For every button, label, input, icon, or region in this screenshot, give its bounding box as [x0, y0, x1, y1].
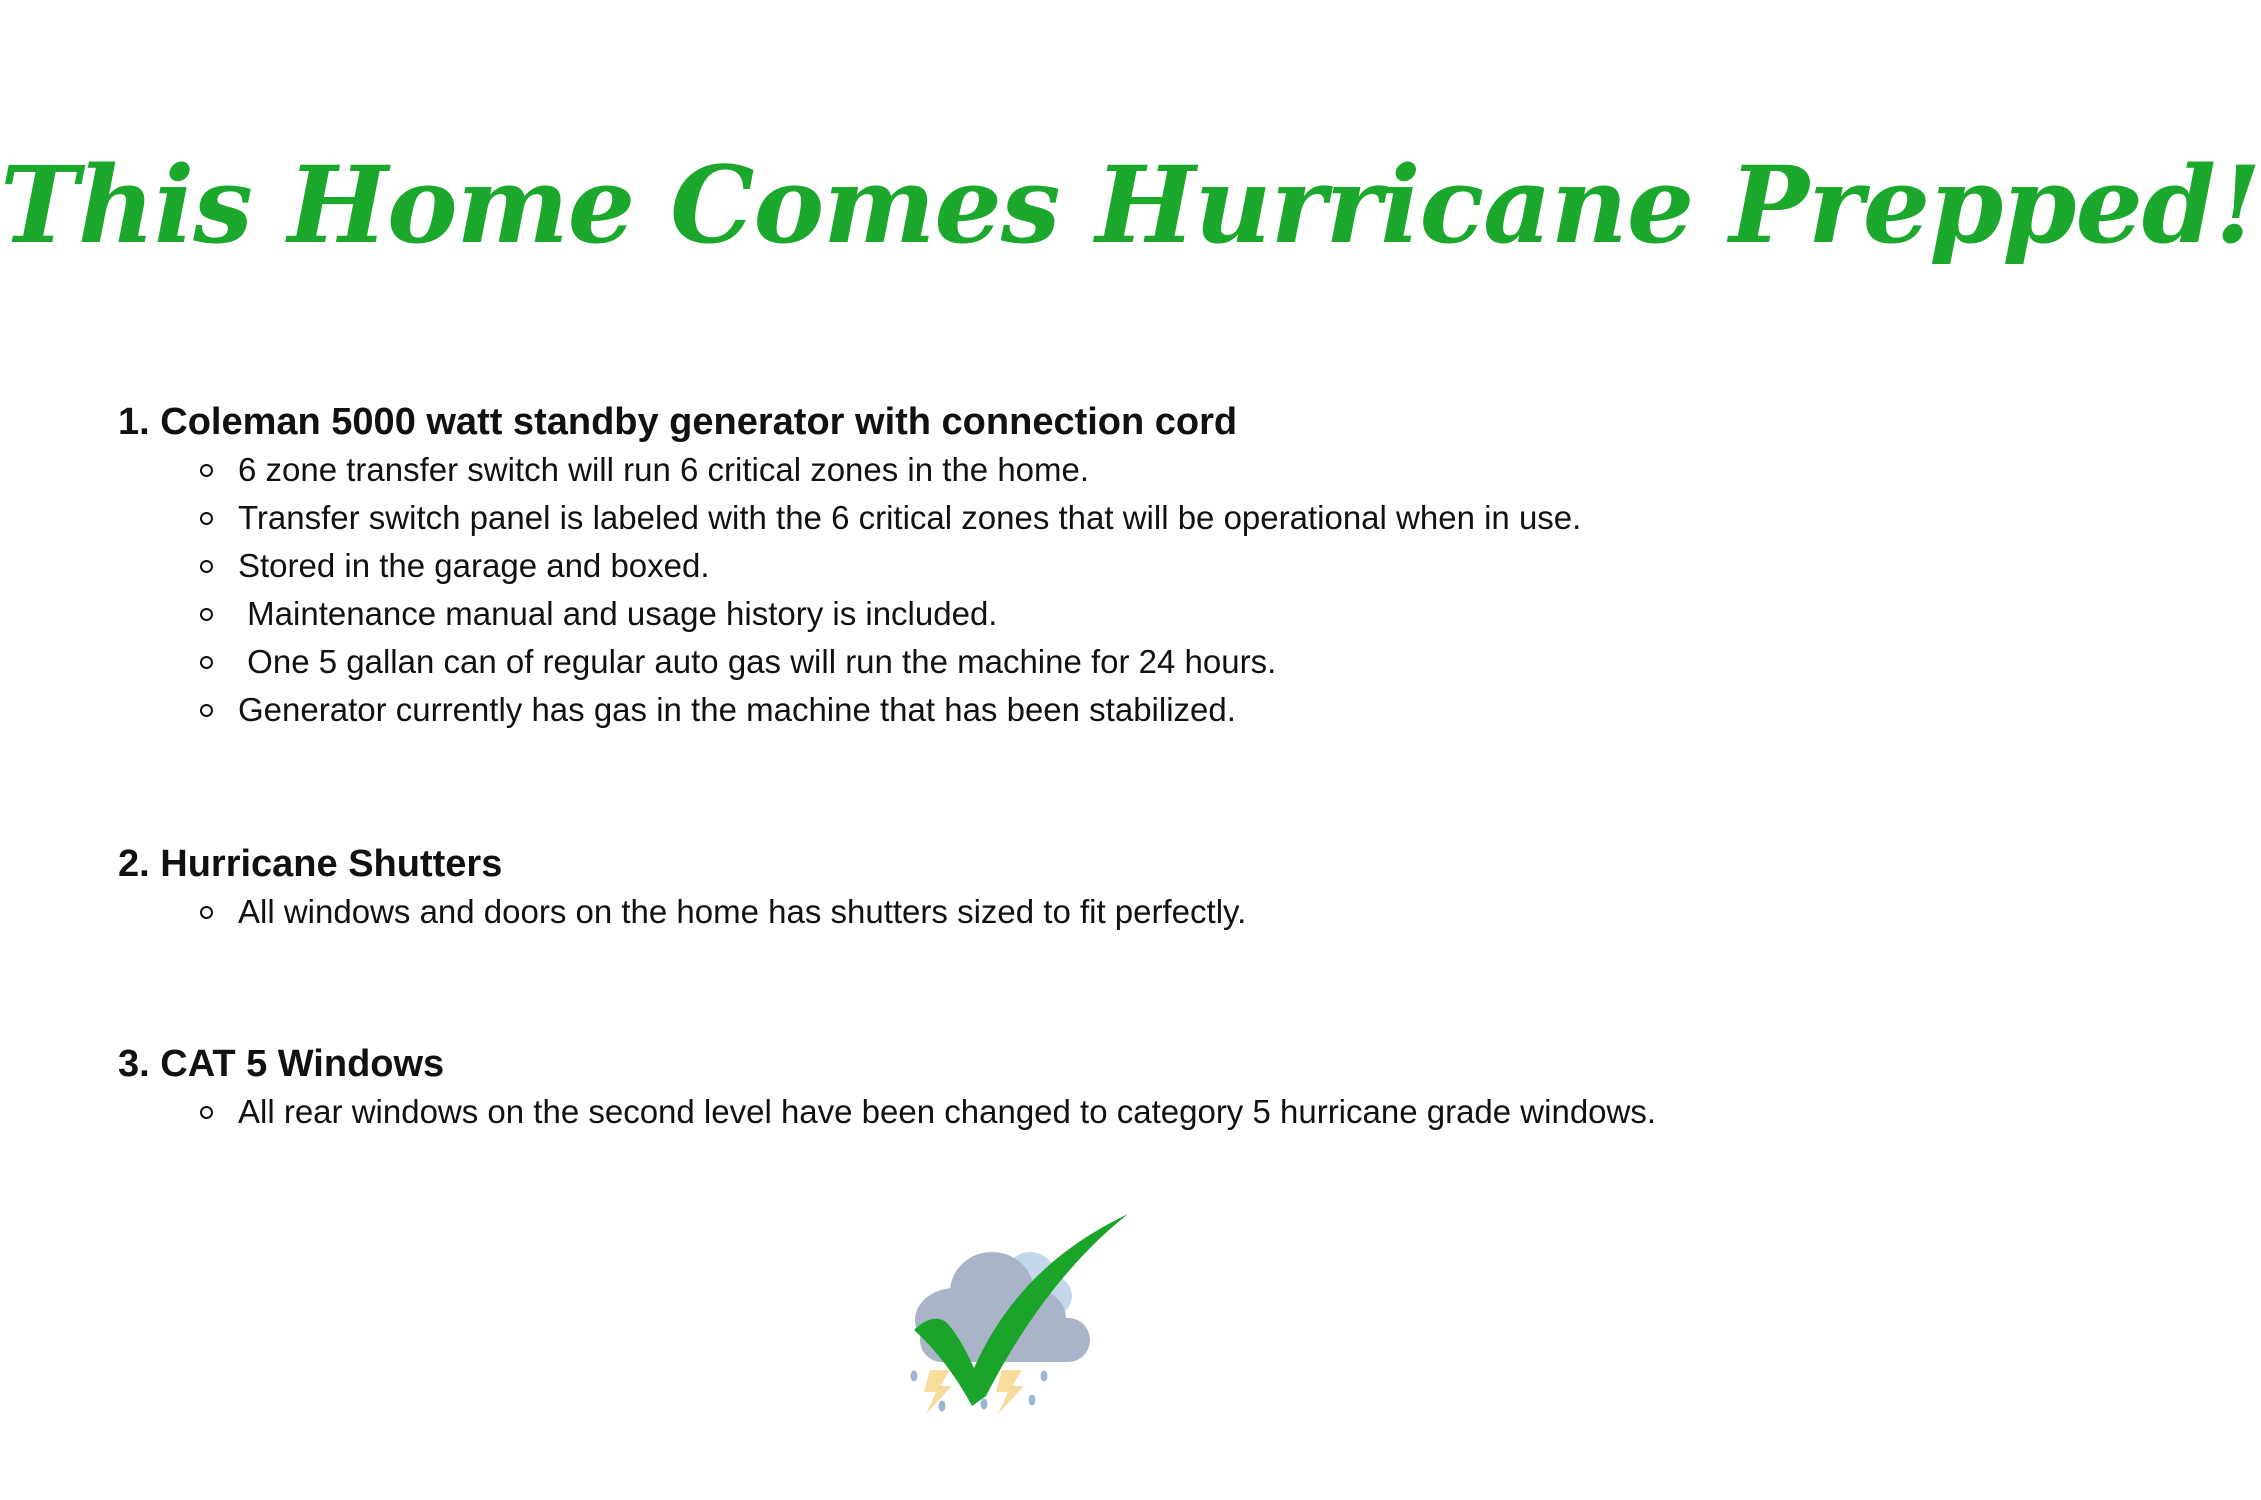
bullet-circle-icon	[200, 512, 213, 525]
section-heading: 2. Hurricane Shutters	[118, 843, 503, 885]
list-item-text: One 5 gallan can of regular auto gas will run the machine for 24 hours.	[238, 643, 1277, 680]
page-title: This Home Comes Hurricane Prepped!	[0, 142, 2261, 267]
list-item	[200, 494, 1918, 542]
bullet-circle-icon	[200, 656, 213, 669]
list-item-text: 6 zone transfer switch will run 6 critical zones in the home.	[238, 451, 1090, 488]
section-generator	[118, 398, 1918, 734]
list-item	[200, 888, 1918, 936]
bullet-circle-icon	[200, 560, 213, 573]
bullet-circle-icon	[200, 906, 213, 919]
list-item-text: Generator currently has gas in the machine that has been stabilized.	[238, 691, 1236, 728]
list-item	[200, 686, 1918, 734]
bullet-circle-icon	[200, 608, 213, 621]
storm-check-graphic	[880, 1200, 1140, 1420]
bullet-circle-icon	[200, 464, 213, 477]
section-heading: 3. CAT 5 Windows	[118, 1043, 445, 1085]
list-item-text: All rear windows on the second level have been changed to category 5 hurricane grade windows.	[238, 1093, 1657, 1130]
list-item	[200, 542, 1918, 590]
section-shutters	[118, 840, 1918, 936]
bullet-list	[118, 446, 1918, 734]
hurricane-ready-badge	[880, 1200, 1140, 1420]
bullet-list	[118, 888, 1918, 936]
section-windows	[118, 1040, 1918, 1136]
bullet-circle-icon	[200, 704, 213, 717]
list-item	[200, 638, 1918, 686]
list-item-text: Transfer switch panel is labeled with the 6 critical zones that will be operational when in use.	[238, 499, 1582, 536]
list-item-text: Maintenance manual and usage history is included.	[238, 595, 998, 632]
bullet-list	[118, 1088, 1918, 1136]
list-item	[200, 590, 1918, 638]
list-item	[200, 446, 1918, 494]
list-item	[200, 1088, 1918, 1136]
list-item-text: Stored in the garage and boxed.	[238, 547, 710, 584]
section-heading: 1. Coleman 5000 watt standby generator with connection cord	[118, 401, 1238, 443]
bullet-circle-icon	[200, 1106, 213, 1119]
list-item-text: All windows and doors on the home has shutters sized to fit perfectly.	[238, 893, 1247, 930]
